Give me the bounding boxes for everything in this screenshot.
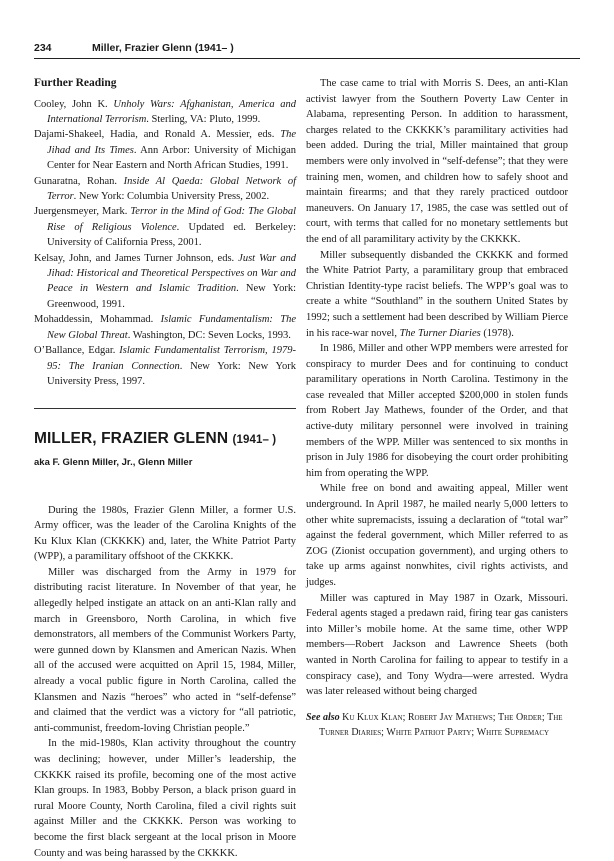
see-also-link[interactable]: White Patriot Party <box>386 726 472 738</box>
entry-aka: aka F. Glenn Miller, Jr., Glenn Miller <box>34 456 193 468</box>
entry-title-name: MILLER, FRAZIER GLENN <box>34 430 229 448</box>
reference-publication: . Updated ed. Berkeley: University of California Press, 2001. <box>47 221 296 249</box>
section-divider <box>34 408 296 409</box>
paragraph-2: Miller was discharged from the Army in 1979 for distributing racist literature. In November of that year, he allegedly helped instigate an attack on an anti-Klan rally and march in Greensboro, North Carolina, in which five demonstrators, all members of the Communist Workers Party, were gunned down by Klansmen and American Nazis. When all of the accused were acquitted on April 15, 1984, Miller, already a vocal public figure in North Carolina, called the Klansmen and Nazis “heroes” who acted in “self-defense” and claimed that the verdict was a victory for “all patriotic, anti-communist, freedom-loving Christian people.” <box>34 566 296 734</box>
header-rule <box>34 58 580 59</box>
reference-publication: . Ann Arbor: University of Michigan Center for Near Eastern and North African Studies, 1991. <box>47 144 296 172</box>
reference-publication: . Sterling, VA: Pluto, 1999. <box>146 114 261 125</box>
page-number: 234 <box>34 42 52 54</box>
reference-title: Terror in the Mind of God: The Global Rise of Religious Violence <box>47 206 297 233</box>
reference-item <box>34 251 296 313</box>
further-reading-list <box>34 97 296 390</box>
reference-author: O’Ballance, Edgar. <box>34 345 120 357</box>
reference-item <box>34 204 296 250</box>
paragraph-5-text: Miller subsequently disbanded the CKKKK and formed the White Patriot Party, a paramilitary group that embraced Christian Identity-type racist beliefs. The WPP’s goal was to create a white “Southland” in the southern United States by 1992; such a settlement had been described by William Pierce in his race-war novel, <box>306 249 568 339</box>
reference-publication: . New York: Greenwood, 1991. <box>47 283 297 310</box>
running-header <box>34 42 580 56</box>
reference-publication: . New York: Columbia University Press, 2002. <box>73 191 270 203</box>
paragraph-5-end: (1978). <box>480 327 514 339</box>
further-reading-title: Further Reading <box>34 77 117 89</box>
reference-author: Dajami-Shakeel, Hadia, and Ronald A. Messier, eds. <box>34 129 281 141</box>
right-column <box>306 76 568 740</box>
paragraph-5 <box>306 248 568 342</box>
reference-author: Gunaratna, Rohan. <box>34 175 124 187</box>
paragraph-4: The case came to trial with Morris S. Dees, an anti-Klan activist lawyer from the Southern Poverty Law Center in Alabama, representing Person. In addition to harassment, charges related to the CKKKK’s paramilitary activities had been added. During the trial, Miller maintained that group members were only involved in “self-defense”; that they were training men, women, and children how to safely shoot and maintain firearms; and that they rarely practiced outdoor maneuvers. On January 17, 1985, the case was settled out of court, with terms that called for no monetary settlements but the end of all paramilitary activity by the CKKKK. <box>306 78 568 245</box>
reference-author: Kelsay, John, and James Turner Johnson, eds. <box>34 252 239 264</box>
see-also-link[interactable]: The Turner Diaries <box>319 711 563 738</box>
see-also-label: See also <box>306 711 340 723</box>
reference-publication: . Washington, DC: Seven Locks, 1993. <box>127 329 291 341</box>
left-column <box>34 76 296 861</box>
reference-title: Islamic Fundamentalist Terrorism, 1979-95: The Iranian Connection <box>47 345 297 372</box>
reference-title: The Jihad and Its Times <box>47 129 296 156</box>
reference-item <box>34 127 296 173</box>
reference-item <box>34 97 296 128</box>
paragraph-3: In the mid-1980s, Klan activity throughout the country was declining; however, under Miller’s leadership, the CKKKK raised its profile, becoming one of the most active Klan groups. In 1983, Bobby Person, a black prison guard in rural Moore County, North Carolina, filed a civil rights suit against Miller and the CKKKK. Person was working to become the first black sergeant at the local prison in Moore County and was being harassed by the CKKKK. <box>34 738 296 859</box>
entry-title-years: (1941– ) <box>232 434 277 447</box>
reference-title: Just War and Jihad: Historical and Theoretical Perspectives on War and Peace in Western and Islamic Tradition <box>47 252 296 295</box>
running-title: Miller, Frazier Glenn (1941– ) <box>92 42 234 54</box>
see-also-list: Ku Klux Klan; Robert Jay Mathews; The Order; The Turner Diaries; White Patriot Party; White Supremacy <box>319 711 563 738</box>
reference-item <box>34 312 296 343</box>
reference-title: Islamic Fundamentalism: The New Global Threat <box>47 314 296 341</box>
paragraph-1: During the 1980s, Frazier Glenn Miller, a former U.S. Army officer, was the leader of the Carolina Knights of the Ku Klux Klan (CKKKK) and, later, the White Patriot Party (WPP), a paramilitary offshoot of the CKKKK. <box>34 504 296 563</box>
paragraph-6: In 1986, Miller and other WPP members were arrested for conspiracy to murder Dees and for continuing to conduct paramilitary operations in North Carolina. Testimony in the case revealed that Miller accepted $200,000 in stolen funds from Robert Jay Mathews, founder of the Order, and that active-duty military personnel were involved in training members of the WPP. Miller was sentenced to six months in prison in July 1986 for disobeying the court order prohibiting him from operating the WPP. <box>306 343 568 479</box>
entry-title <box>34 431 296 449</box>
reference-item <box>34 174 296 205</box>
paragraph-7: While free on bond and awaiting appeal, Miller went underground. In April 1987, he mailed nearly 5,000 letters to other white supremacists, issuing a declaration of “total war” against the federal government, which Miller referred to as ZOG (Zionist occupation government), and urging others to take up arms against nonwhites, civil rights activists, and judges. <box>306 483 568 588</box>
reference-author: Mohaddessin, Mohammad. <box>34 314 161 326</box>
turner-diaries-title: The Turner Diaries <box>399 327 481 339</box>
see-also-link[interactable]: The Order <box>498 711 542 723</box>
see-also-link[interactable]: Robert Jay Mathews <box>407 711 493 723</box>
reference-item <box>34 343 296 389</box>
see-also-link[interactable]: Ku Klux Klan <box>342 711 403 723</box>
see-also <box>306 710 568 740</box>
reference-publication: . New York: New York University Press, 1997. <box>47 360 296 387</box>
see-also-link[interactable]: White Supremacy <box>476 726 550 738</box>
reference-author: Cooley, John K. <box>34 98 114 110</box>
paragraph-8: Miller was captured in May 1987 in Ozark, Missouri. Federal agents staged a predawn raid, firing tear gas canisters into Miller’s mobile home. At the same time, other WPP members—Robert Jackson and Lawrence Sheets (both wanted in North Carolina for failing to appear to testify in a conspiracy case), and Tony Wydra—were arrested. Wydra was later released without being charged <box>306 592 568 698</box>
reference-author: Juergensmeyer, Mark. <box>34 206 131 218</box>
reference-title: Unholy Wars: Afghanistan, America and International Terrorism <box>47 98 296 125</box>
reference-title: Inside Al Qaeda: Global Network of Terror <box>47 175 296 203</box>
